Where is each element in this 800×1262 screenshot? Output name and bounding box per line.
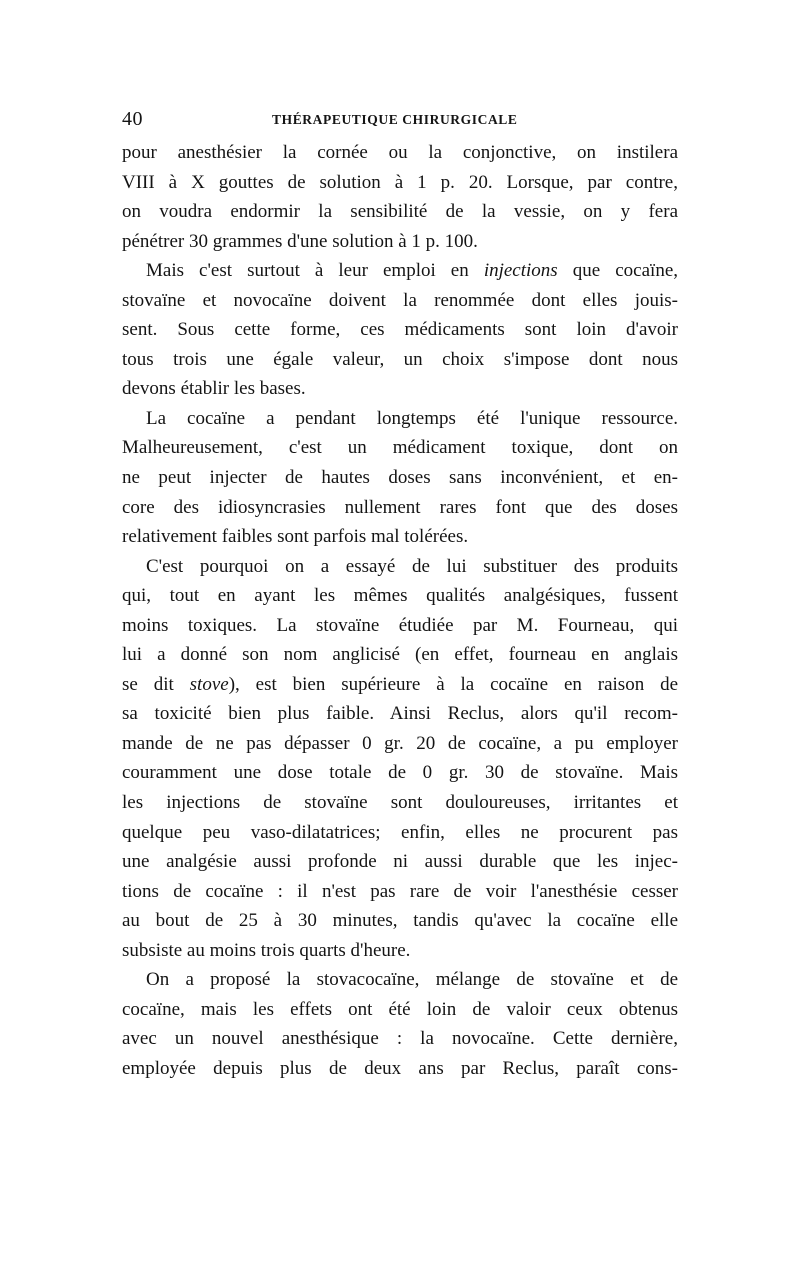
running-title: THÉRAPEUTIQUE CHIRURGICALE xyxy=(272,112,518,127)
text-line: une analgésie aussi profonde ni aussi durable que les injec- xyxy=(122,851,678,873)
text-line: La cocaïne a pendant longtemps été l'unique ressource. xyxy=(146,407,678,429)
text-line: mande de ne pas dépasser 0 gr. 20 de cocaïne, a pu employer xyxy=(122,732,678,754)
italic-term: injections xyxy=(483,260,558,282)
text-line: sent. Sous cette forme, ces médicaments sont loin d'avoir xyxy=(122,319,678,341)
text-line: moins toxiques. La stovaïne étudiée par M. Fourneau, qui xyxy=(122,614,678,636)
text-line: tous trois une égale valeur, un choix s'impose dont nous xyxy=(122,348,678,370)
text-line: quelque peu vaso-dilatatrices; enfin, elles ne procurent pas xyxy=(122,821,678,843)
text-line: C'est pourquoi on a essayé de lui substituer des produits xyxy=(146,555,678,577)
text-line xyxy=(122,670,678,700)
text-line: couramment une dose totale de 0 gr. 30 de stovaïne. Mais xyxy=(122,762,678,784)
running-head xyxy=(122,104,678,136)
text-line: Malheureusement, c'est un médicament toxique, dont on xyxy=(122,437,678,459)
text-line: lui a donné son nom anglicisé (en effet, fourneau en anglais xyxy=(122,644,678,666)
text-line: tions de cocaïne : il n'est pas rare de voir l'anesthésie cesser xyxy=(122,880,678,902)
text-line xyxy=(122,256,678,286)
text-segment: ), est bien supérieure à la cocaïne en raison de xyxy=(228,673,679,695)
text-line: pénétrer 30 grammes d'une solution à 1 p. 100. xyxy=(122,230,478,252)
text-line: cocaïne, mais les effets ont été loin de valoir ceux obtenus xyxy=(122,998,678,1020)
text-line: employée depuis plus de deux ans par Reclus, paraît cons- xyxy=(122,1057,678,1079)
text-line: VIII à X gouttes de solution à 1 p. 20. Lorsque, par contre, xyxy=(122,171,678,193)
text-line: avec un nouvel anesthésique : la novocaïne. Cette dernière, xyxy=(122,1028,678,1050)
text-line: core des idiosyncrasies nullement rares font que des doses xyxy=(122,496,678,518)
text-line: devons établir les bases. xyxy=(122,378,306,400)
text-line: au bout de 25 à 30 minutes, tandis qu'avec la cocaïne elle xyxy=(122,910,678,932)
text-line: on voudra endormir la sensibilité de la vessie, on y fera xyxy=(122,201,678,223)
text-line: On a proposé la stovacocaïne, mélange de stovaïne et de xyxy=(146,969,678,991)
text-line: pour anesthésier la cornée ou la conjonctive, on instilera xyxy=(122,142,678,163)
book-page xyxy=(122,104,678,1084)
italic-term: stove xyxy=(189,673,229,695)
text-segment: Mais c'est surtout à leur emploi en xyxy=(146,260,469,282)
text-line: sa toxicité bien plus faible. Ainsi Reclus, alors qu'il recom- xyxy=(122,703,678,725)
text-line: stovaïne et novocaïne doivent la renommée dont elles jouis- xyxy=(122,289,678,311)
body-text xyxy=(122,138,678,1084)
text-line: ne peut injecter de hautes doses sans inconvénient, et en- xyxy=(122,467,678,489)
text-line: les injections de stovaïne sont douloureuses, irritantes et xyxy=(122,792,678,814)
text-line: qui, tout en ayant les mêmes qualités analgésiques, fussent xyxy=(122,585,678,607)
text-segment: se dit xyxy=(122,673,174,695)
text-segment: que cocaïne, xyxy=(572,260,679,282)
page-number: 40 xyxy=(122,108,143,130)
text-line: relativement faibles sont parfois mal tolérées. xyxy=(122,526,469,548)
text-line: subsiste au moins trois quarts d'heure. xyxy=(122,939,411,961)
